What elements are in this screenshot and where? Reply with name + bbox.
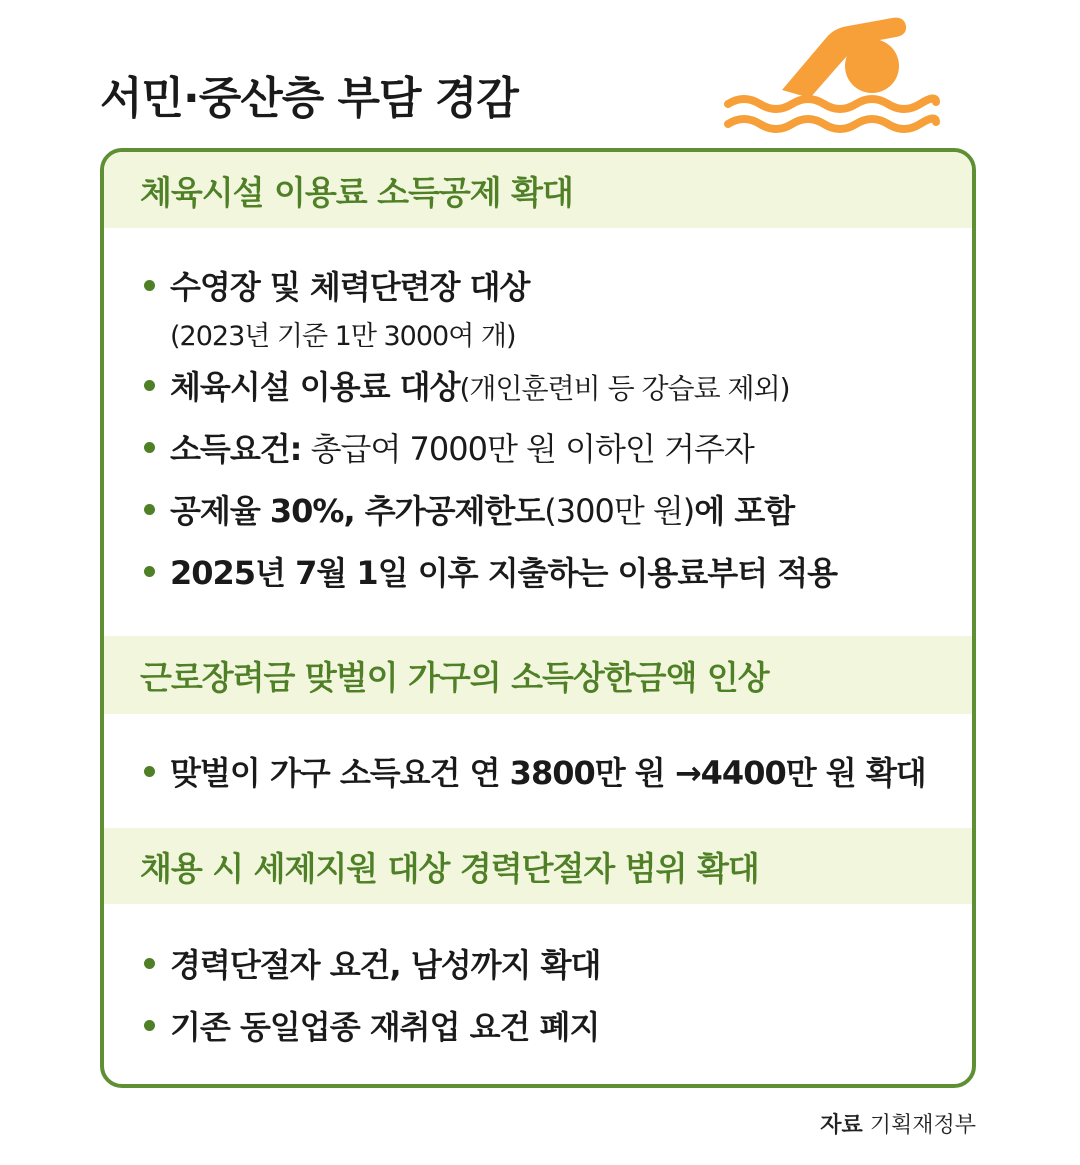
section-header-career: 채용 시 세제지원 대상 경력단절자 범위 확대 bbox=[104, 828, 972, 904]
item-text-tail: 에 포함 bbox=[694, 492, 795, 530]
bullet-dot-icon bbox=[144, 958, 155, 969]
section-header-sports: 체육시설 이용료 소득공제 확대 bbox=[104, 152, 972, 228]
list-item bbox=[144, 262, 962, 362]
item-note: 총급여 7000만 원 이하인 거주자 bbox=[301, 430, 754, 468]
page-title: 서민·중산층 부담 경감 bbox=[100, 73, 518, 124]
list-item bbox=[144, 748, 962, 810]
list-item bbox=[144, 362, 962, 424]
bullet-dot-icon bbox=[144, 380, 155, 391]
bullet-dot-icon bbox=[144, 766, 155, 777]
list-item bbox=[144, 424, 962, 486]
source-credit bbox=[820, 1108, 976, 1139]
item-note: (개인훈련비 등 강습료 제외) bbox=[459, 372, 790, 405]
source-label: 자료 bbox=[820, 1113, 863, 1138]
list-item bbox=[144, 1002, 962, 1064]
info-card bbox=[100, 148, 976, 1088]
item-text: 공제율 30%, 추가공제한도 bbox=[170, 492, 545, 530]
source-value: 기획재정부 bbox=[869, 1113, 976, 1138]
section-list-eitc bbox=[144, 748, 962, 810]
item-text: 2025년 7월 1일 이후 지출하는 이용료부터 적용 bbox=[170, 554, 838, 592]
item-text: 수영장 및 체력단련장 대상 bbox=[170, 268, 530, 306]
item-note: (300만 원) bbox=[544, 492, 695, 530]
bullet-dot-icon bbox=[144, 504, 155, 515]
bullet-dot-icon bbox=[144, 280, 155, 291]
item-text: 체육시설 이용료 대상 bbox=[170, 368, 460, 406]
item-text: 경력단절자 요건, 남성까지 확대 bbox=[170, 946, 601, 984]
item-subtext: (2023년 기준 1만 3000여 개) bbox=[170, 321, 516, 352]
item-text: 맞벌이 가구 소득요건 연 3800만 원 →4400만 원 확대 bbox=[170, 754, 926, 792]
section-list-career bbox=[144, 940, 962, 1064]
section-header-eitc: 근로장려금 맞벌이 가구의 소득상한금액 인상 bbox=[104, 636, 972, 714]
list-item bbox=[144, 940, 962, 1002]
bullet-dot-icon bbox=[144, 442, 155, 453]
list-item bbox=[144, 486, 962, 548]
bullet-dot-icon bbox=[144, 1020, 155, 1031]
swimmer-icon bbox=[722, 8, 942, 138]
bullet-dot-icon bbox=[144, 566, 155, 577]
item-text: 소득요건: bbox=[170, 430, 302, 468]
section-list-sports bbox=[144, 262, 962, 610]
item-text: 기존 동일업종 재취업 요건 폐지 bbox=[170, 1008, 600, 1046]
list-item bbox=[144, 548, 962, 610]
